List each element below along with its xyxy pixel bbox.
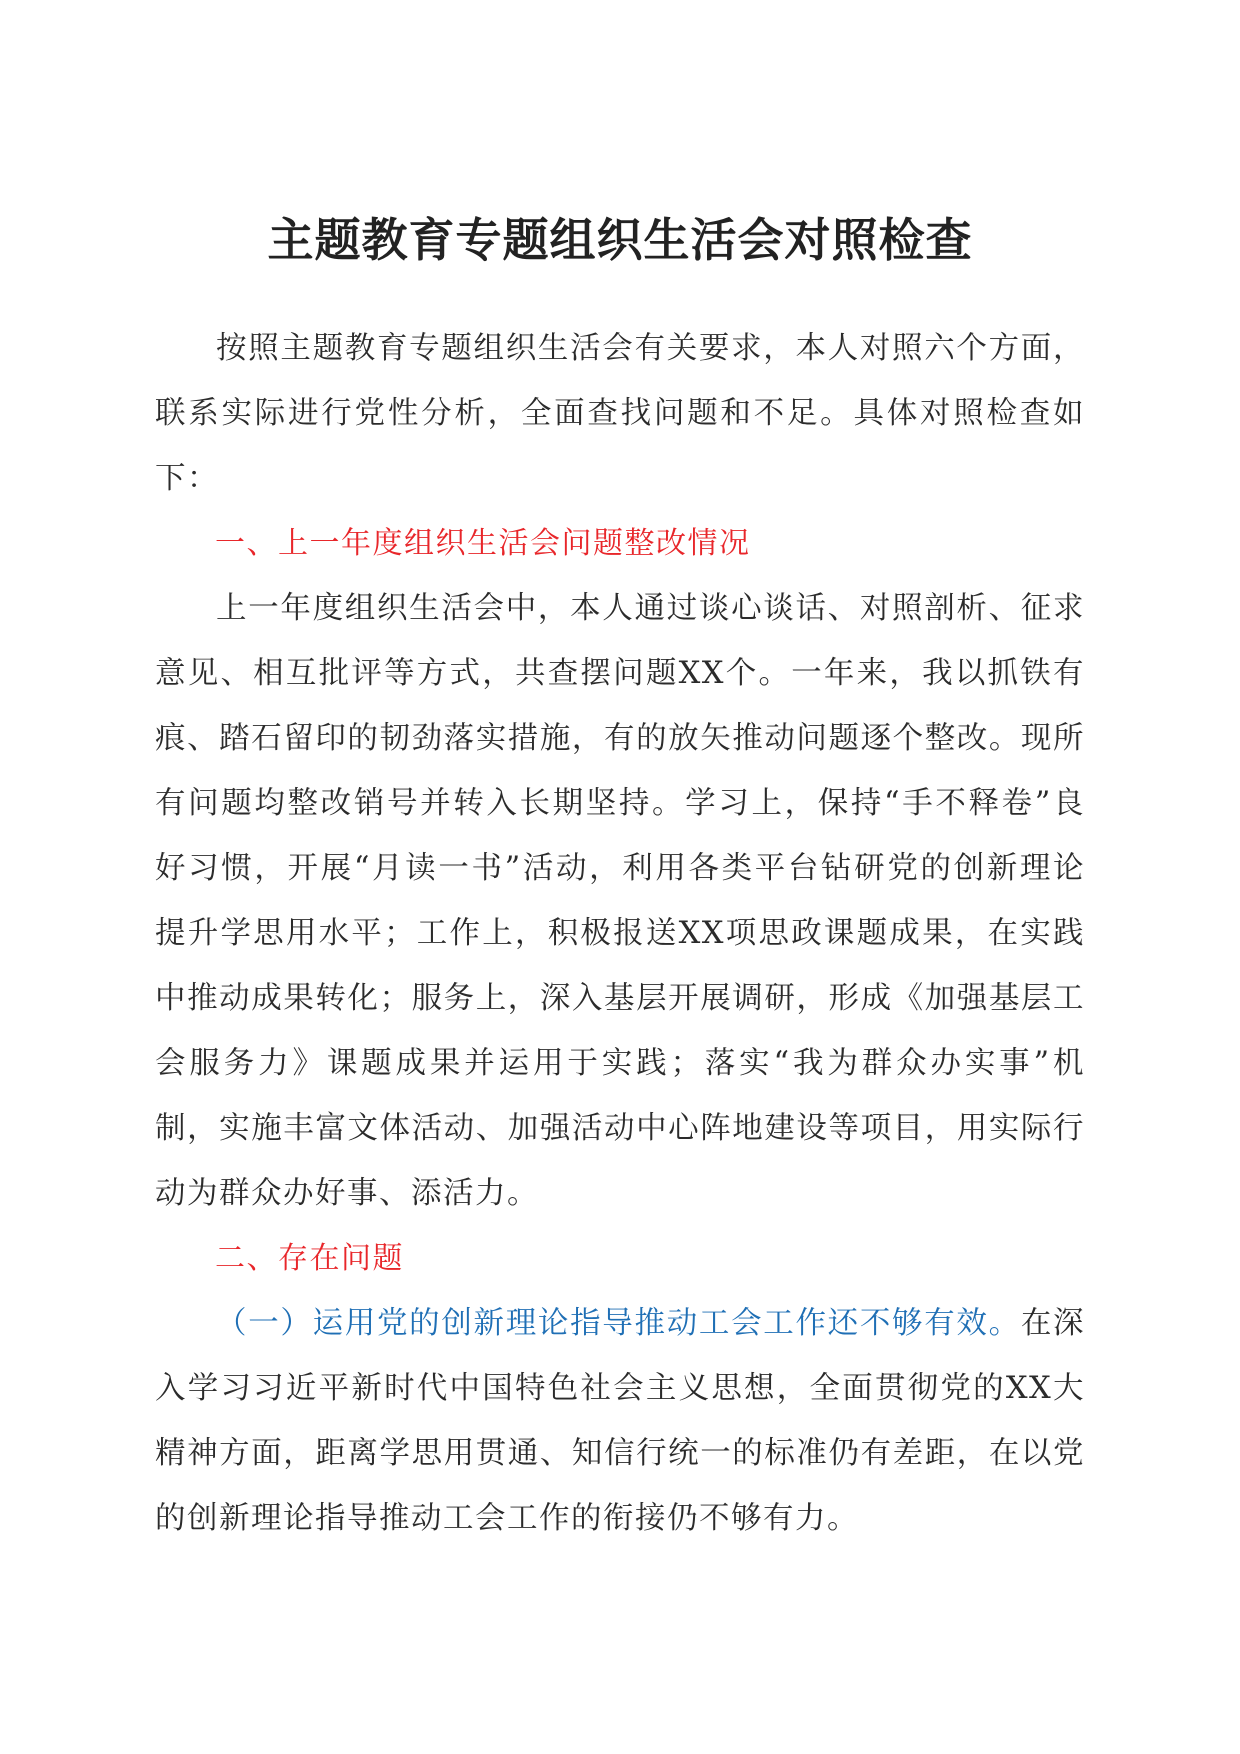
section-2-item-1	[155, 1291, 1085, 1551]
section-1-heading: 一、上一年度组织生活会问题整改情况	[215, 526, 751, 561]
intro-paragraph: 按照主题教育专题组织生活会有关要求，本人对照六个方面，联系实际进行党性分析，全面查找问题和不足。具体对照检查如下：	[155, 331, 1085, 496]
section-2-item-1-heading: （一）运用党的创新理论指导推动工会工作还不够有效。	[216, 1306, 1021, 1341]
document-body	[155, 316, 1085, 1551]
section-2-heading: 二、存在问题	[215, 1241, 404, 1276]
document-title: 主题教育专题组织生活会对照检查	[267, 213, 973, 267]
section-1-paragraph: 上一年度组织生活会中，本人通过谈心谈话、对照剖析、征求意见、相互批评等方式，共查摆问题XX个。一年来，我以抓铁有痕、踏石留印的韧劲落实措施，有的放矢推动问题逐个整改。现所有问题均整改销号并转入长期坚持。学习上，保持“手不释卷”良好习惯，开展“月读一书”活动，利用各类平台钻研党的创新理论提升学思用水平；工作上，积极报送XX项思政课题成果，在实践中推动成果转化；服务上，深入基层开展调研，形成《加强基层工会服务力》课题成果并运用于实践；落实“我为群众办实事”机制，实施丰富文体活动、加强活动中心阵地建设等项目，用实际行动为群众办好事、添活力。	[155, 591, 1085, 1211]
section-2-item-1-text: 在深入学习习近平新时代中国特色社会主义思想，全面贯彻党的XX大精神方面，距离学思用贯通、知信行统一的标准仍有差距，在以党的创新理论指导推动工会工作的衔接仍不够有力。	[155, 1306, 1086, 1536]
